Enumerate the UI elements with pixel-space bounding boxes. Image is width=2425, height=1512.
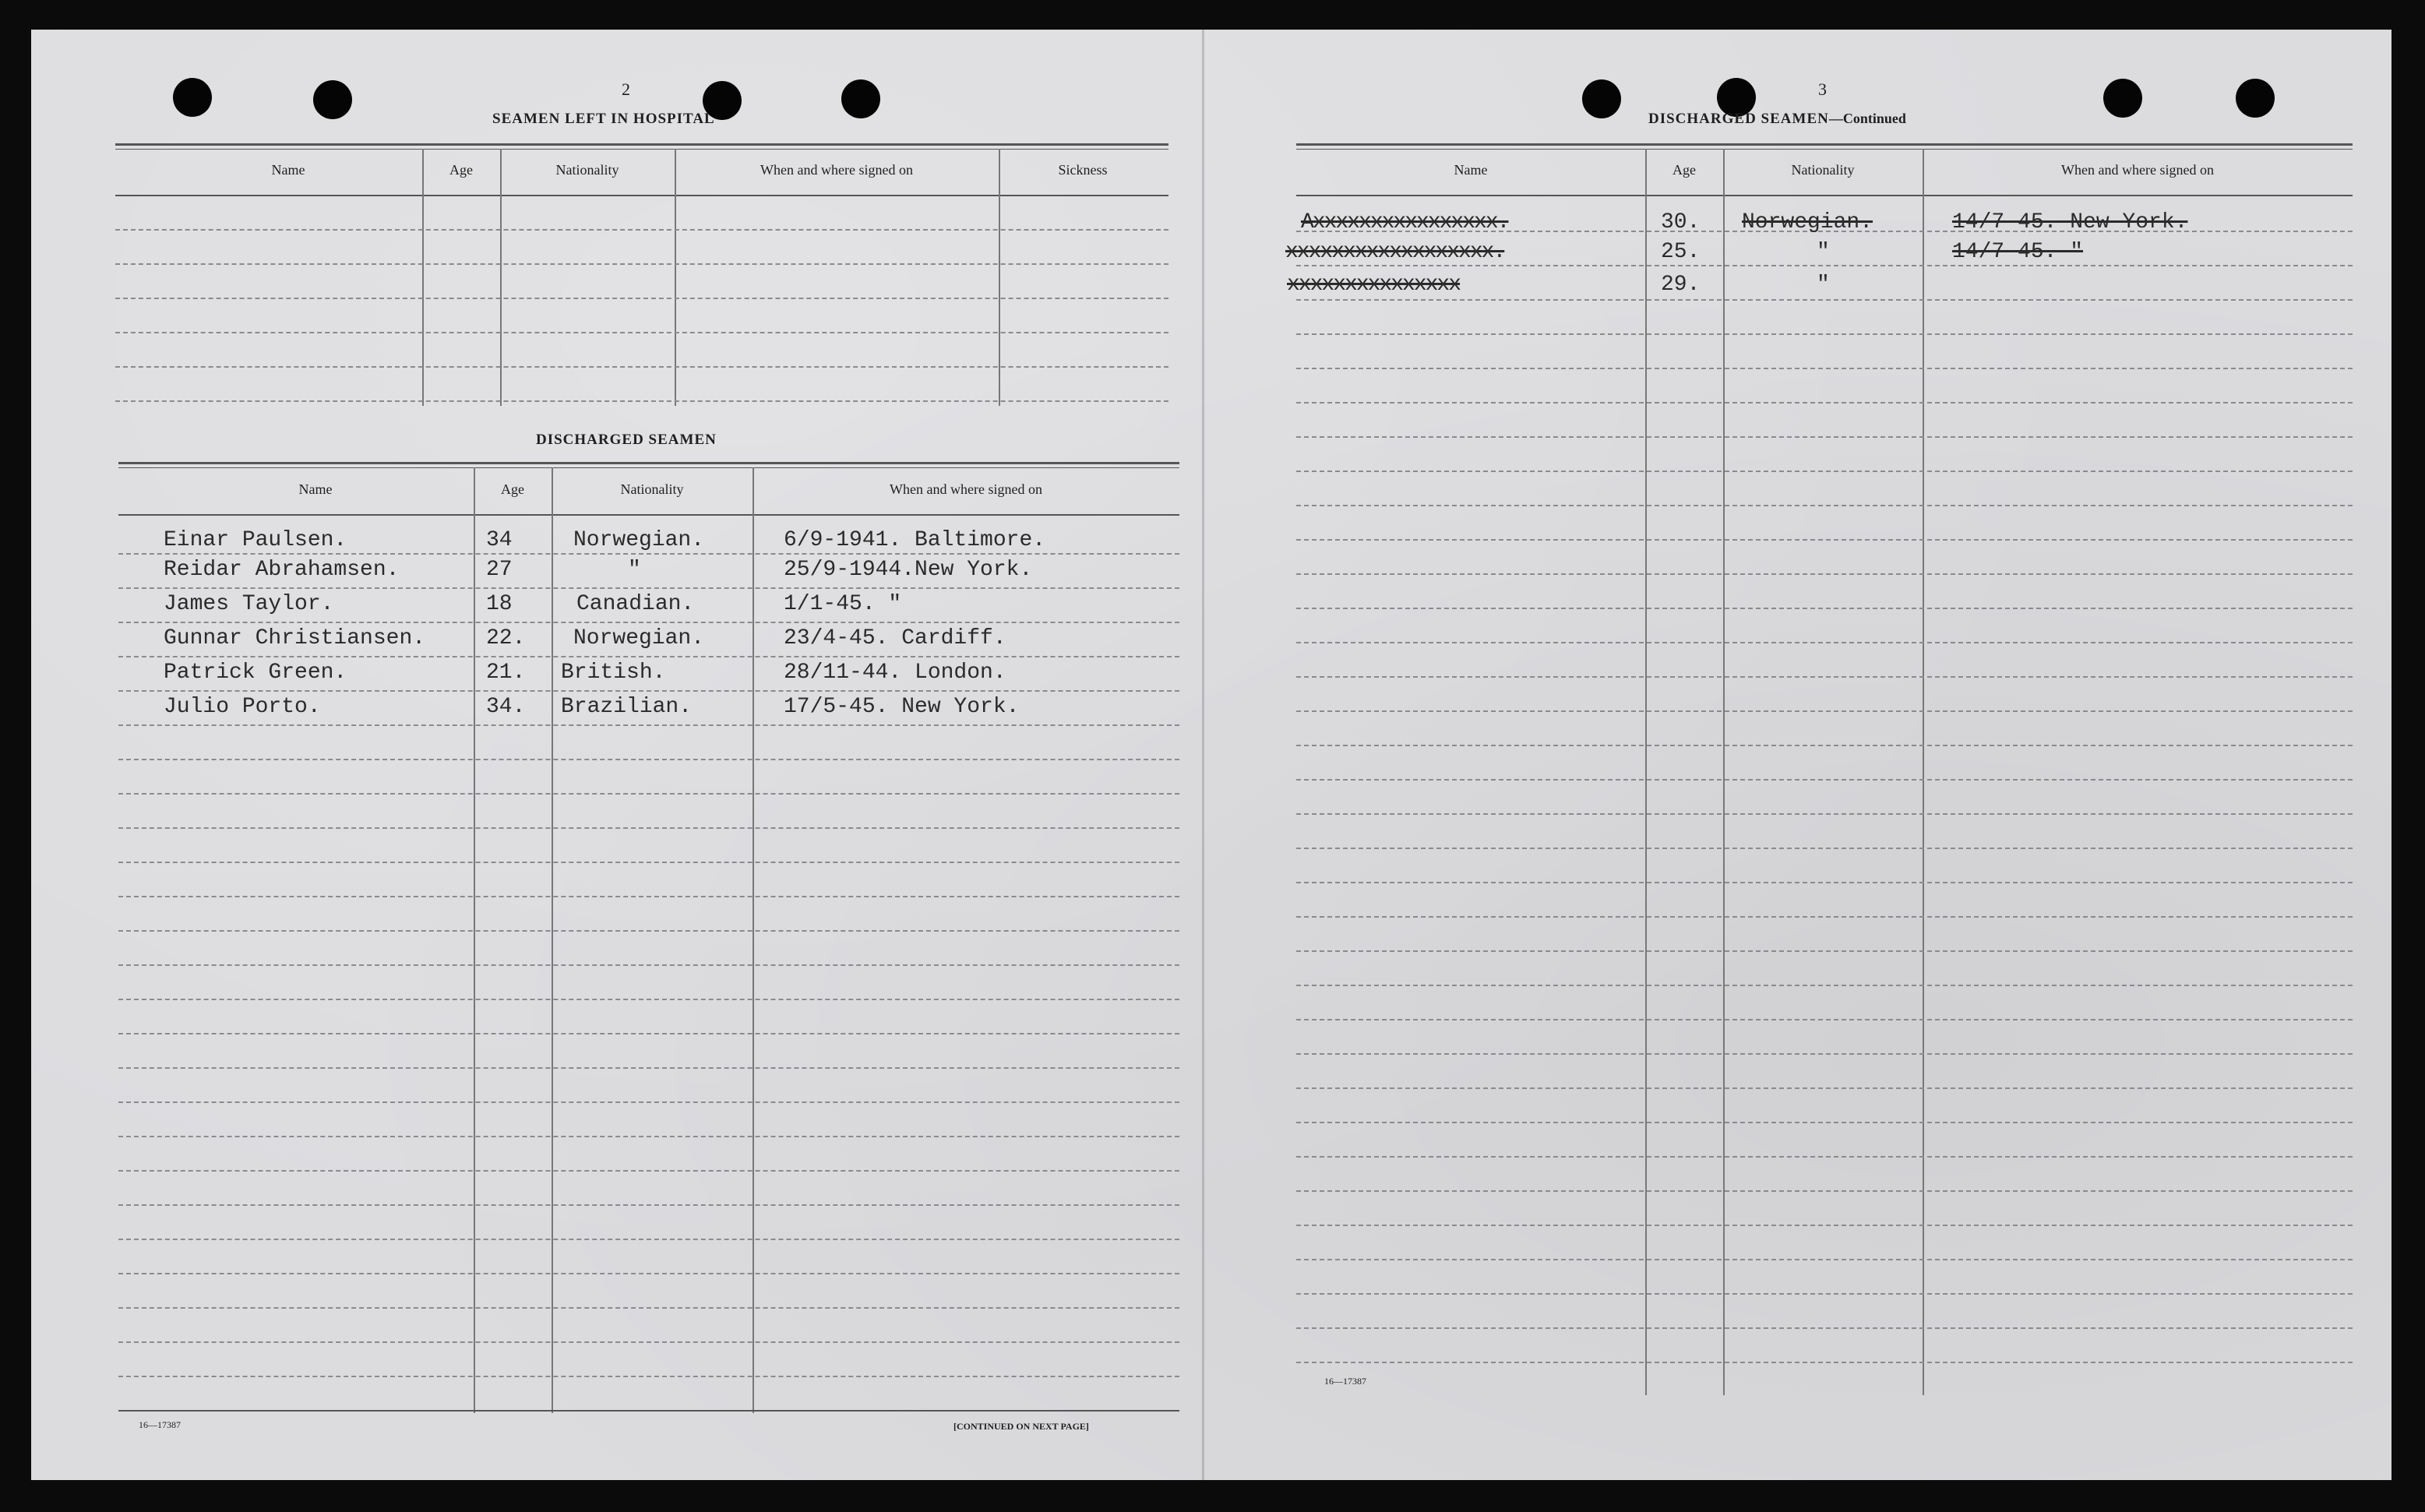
row-line (1296, 573, 2353, 575)
column-header-sickness: Sickness (1058, 162, 1108, 178)
row-line (1296, 1190, 2353, 1192)
seaman-age: 22. (486, 626, 526, 650)
row-line (1296, 402, 2353, 404)
row-line (115, 332, 1168, 333)
row-line (1296, 1019, 2353, 1020)
seaman-age: 21. (486, 661, 526, 685)
header-rule (1296, 143, 2353, 146)
column-header-rule (1296, 195, 2353, 196)
column-header-name: Name (1454, 162, 1488, 178)
row-line (1296, 333, 2353, 335)
row-line (118, 1067, 1179, 1069)
seaman-age: 18 (486, 592, 513, 616)
column-divider (753, 467, 754, 1413)
row-line (1296, 848, 2353, 849)
row-line (115, 298, 1168, 299)
discharged-continued-title (1648, 111, 1906, 128)
row-line (118, 724, 1179, 726)
seaman-name: Patrick Green. (164, 661, 347, 685)
column-header-rule (115, 195, 1168, 196)
column-divider (552, 467, 553, 1413)
row-line (115, 400, 1168, 402)
punch-hole (173, 78, 212, 117)
seaman-name-crossed-out: xxxxxxxxxxxxxxx (1287, 273, 1461, 297)
page-number: 2 (622, 79, 630, 99)
punch-hole (2236, 79, 2275, 118)
seaman-age: 30. (1661, 210, 1701, 234)
row-line (118, 827, 1179, 829)
row-line (1296, 813, 2353, 815)
row-line (118, 1170, 1179, 1172)
seaman-signed-on: 23/4-45. Cardiff. (784, 626, 1006, 650)
row-line (1296, 1259, 2353, 1260)
seaman-age: 34 (486, 528, 513, 552)
row-line (1296, 916, 2353, 918)
row-line (1296, 1362, 2353, 1363)
row-line (118, 896, 1179, 897)
header-rule (118, 467, 1179, 468)
row-line (1296, 882, 2353, 883)
row-line (1296, 779, 2353, 781)
seaman-name: James Taylor. (164, 592, 334, 616)
seaman-nationality: Norwegian. (573, 626, 705, 650)
header-rule (115, 149, 1168, 150)
seaman-age: 34. (486, 695, 526, 719)
ledger-sheet (31, 30, 2392, 1480)
row-line (1296, 436, 2353, 438)
row-line (118, 553, 1179, 555)
row-line (1296, 368, 2353, 369)
hospital-section-title: SEAMEN LEFT IN HOSPITAL (492, 111, 715, 127)
row-line (1296, 1122, 2353, 1123)
seaman-nationality: " (1817, 273, 1830, 297)
row-line (118, 1033, 1179, 1034)
row-line (118, 690, 1179, 692)
row-line (118, 1273, 1179, 1274)
column-divider (474, 467, 475, 1413)
seaman-age: 25. (1661, 240, 1701, 264)
row-line (1296, 1053, 2353, 1055)
seaman-name: Reidar Abrahamsen. (164, 558, 400, 582)
row-line (118, 999, 1179, 1000)
seaman-nationality: Brazilian. (561, 695, 693, 719)
row-line (1296, 1087, 2353, 1089)
header-rule (1296, 149, 2353, 150)
seaman-name: Einar Paulsen. (164, 528, 347, 552)
seaman-signed-on: 1/1-45. " (784, 592, 902, 616)
seaman-nationality: " (1817, 240, 1830, 264)
row-line (115, 263, 1168, 265)
column-header-nationality: Nationality (1791, 162, 1855, 178)
seaman-signed-on: 6/9-1941. Baltimore. (784, 528, 1046, 552)
row-line (118, 1204, 1179, 1206)
row-line (1296, 471, 2353, 472)
punch-hole (2103, 79, 2142, 118)
header-rule (115, 143, 1168, 146)
row-line (1296, 710, 2353, 712)
seaman-signed-on: 28/11-44. London. (784, 661, 1006, 685)
footer-rule (118, 1410, 1179, 1412)
row-line (1296, 265, 2353, 266)
seaman-nationality: Canadian. (576, 592, 695, 616)
punch-hole (1582, 79, 1621, 118)
column-header-name: Name (271, 162, 305, 178)
row-line (118, 1307, 1179, 1309)
discharged-section-title: DISCHARGED SEAMEN (536, 432, 717, 448)
row-line (118, 1239, 1179, 1240)
row-line (1296, 745, 2353, 746)
title-text: DISCHARGED SEAMEN (1648, 111, 1829, 127)
row-line (1296, 505, 2353, 506)
row-line (118, 759, 1179, 760)
row-line (118, 1136, 1179, 1137)
column-header-age: Age (449, 162, 473, 178)
column-divider (1723, 149, 1725, 1395)
seaman-name-crossed-out: xxxxxxxxxxxxxxxxxx. (1285, 240, 1505, 264)
punch-hole (313, 80, 352, 119)
row-line (118, 862, 1179, 863)
seaman-signed-on: 14/7-45. New York. (1952, 210, 2188, 234)
row-line (118, 622, 1179, 623)
title-suffix: —Continued (1828, 111, 1906, 126)
column-header-age: Age (1672, 162, 1696, 178)
seaman-nationality: British. (561, 661, 666, 685)
row-line (1296, 608, 2353, 609)
row-line (118, 1376, 1179, 1377)
row-line (118, 793, 1179, 795)
row-line (118, 587, 1179, 589)
row-line (118, 656, 1179, 657)
seaman-signed-on: 25/9-1944.New York. (784, 558, 1033, 582)
row-line (1296, 1327, 2353, 1329)
row-line (118, 1101, 1179, 1103)
seaman-age: 29. (1661, 273, 1701, 297)
row-line (1296, 950, 2353, 952)
row-line (1296, 1225, 2353, 1226)
seaman-name: Gunnar Christiansen. (164, 626, 426, 650)
row-line (118, 964, 1179, 966)
row-line (1296, 642, 2353, 643)
row-line (1296, 539, 2353, 541)
column-header-age: Age (501, 481, 524, 497)
row-line (1296, 299, 2353, 301)
seaman-nationality: " (628, 558, 641, 582)
column-header-rule (118, 514, 1179, 516)
column-header-signed-on: When and where signed on (890, 481, 1042, 497)
column-divider (1923, 149, 1924, 1395)
row-line (1296, 1156, 2353, 1158)
seaman-name: Julio Porto. (164, 695, 321, 719)
column-header-nationality: Nationality (620, 481, 684, 497)
seaman-age: 27 (486, 558, 513, 582)
continued-note: [CONTINUED ON NEXT PAGE] (953, 1421, 1089, 1432)
seaman-nationality: Norwegian. (573, 528, 705, 552)
header-rule (118, 462, 1179, 464)
row-line (118, 930, 1179, 932)
row-line (1296, 985, 2353, 986)
row-line (115, 229, 1168, 231)
row-line (1296, 676, 2353, 678)
row-line (118, 1341, 1179, 1343)
column-divider (1645, 149, 1647, 1395)
form-number: 16—17387 (139, 1419, 181, 1430)
page-number: 3 (1818, 79, 1827, 99)
column-header-signed-on: When and where signed on (760, 162, 913, 178)
seaman-nationality: Norwegian. (1742, 210, 1873, 234)
column-header-nationality: Nationality (555, 162, 619, 178)
column-header-name: Name (298, 481, 333, 497)
column-header-signed-on: When and where signed on (2061, 162, 2214, 178)
seaman-signed-on: 17/5-45. New York. (784, 695, 1020, 719)
punch-hole (841, 79, 880, 118)
seaman-signed-on: 14/7-45. " (1952, 240, 2084, 264)
row-line (1296, 1293, 2353, 1295)
seaman-name-crossed-out: Axxxxxxxxxxxxxxxx. (1301, 210, 1509, 234)
form-number: 16—17387 (1324, 1376, 1366, 1387)
row-line (115, 366, 1168, 368)
page-fold (1202, 30, 1204, 1480)
